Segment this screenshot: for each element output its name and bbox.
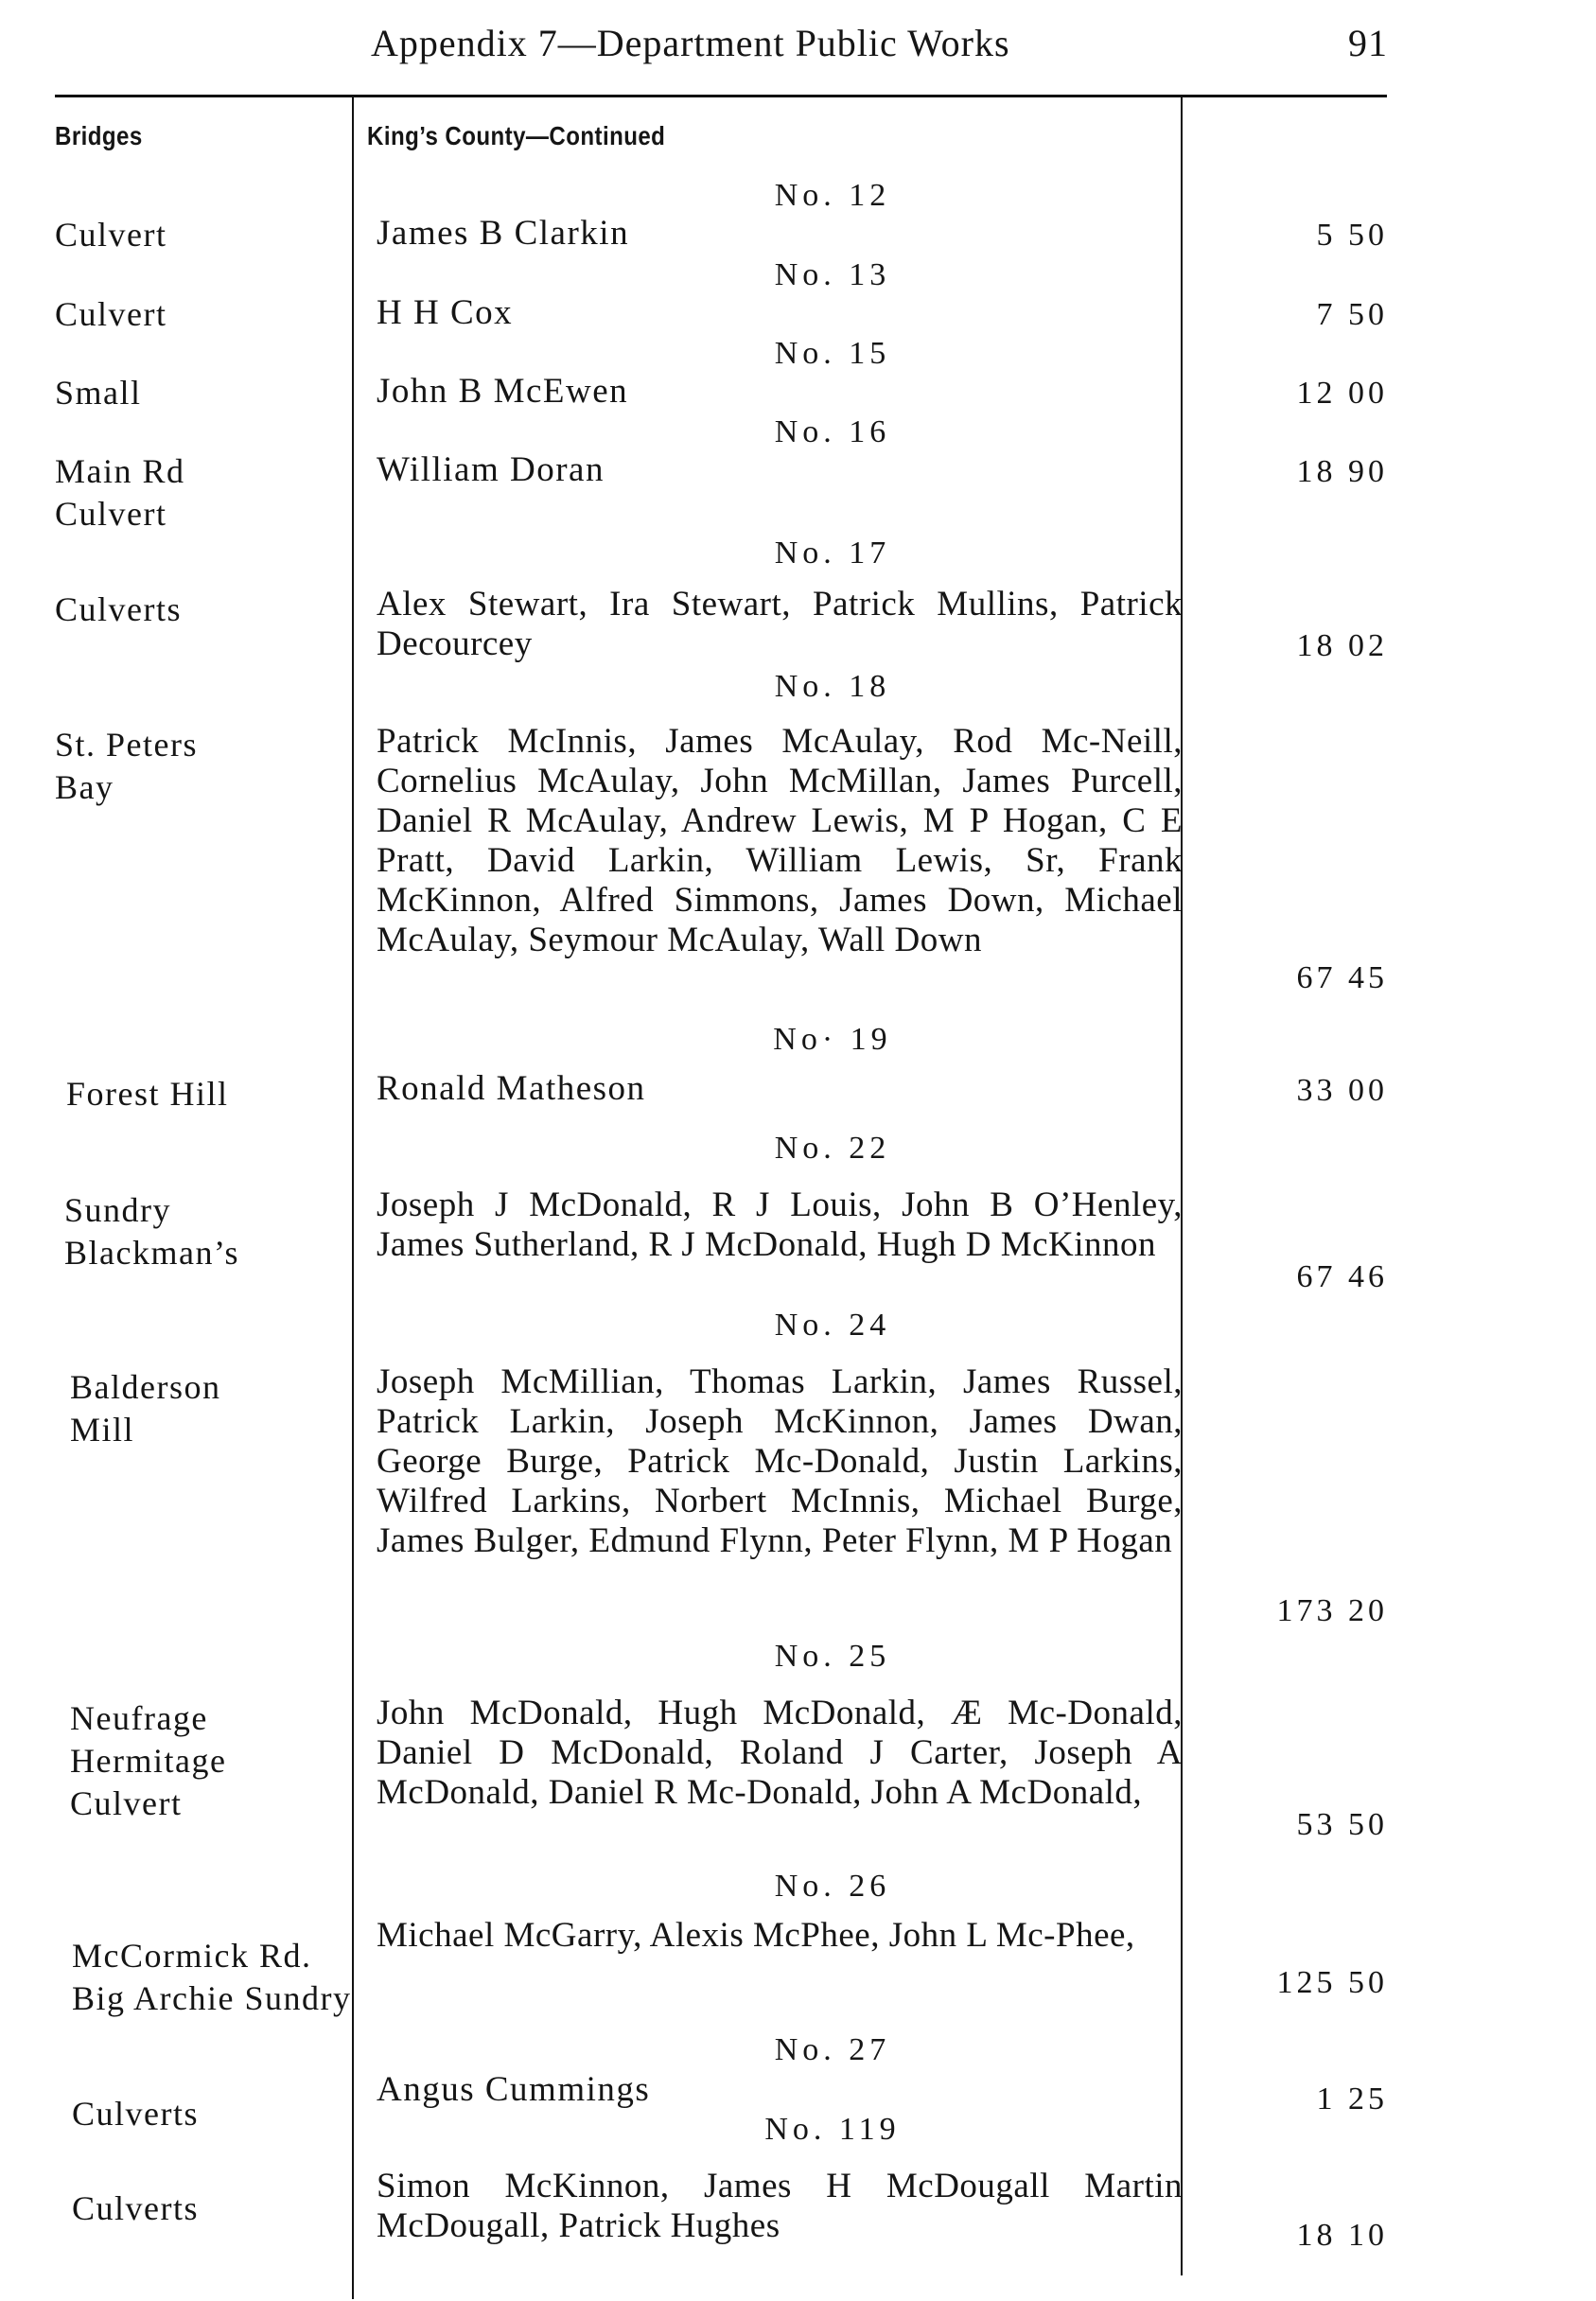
names: Patrick McInnis, James McAulay, Rod Mc-Neill, Cornelius McAulay, John McMillan, James Purcell, Daniel R McAulay, Andrew Lewis, M P Hogan, C E Pratt, David Larkin, William Lewis, Sr, Frank McKinnon, Alfred Simmons, James Down, Michael McAulay, Seymour McAulay, Wall Down (377, 722, 1183, 959)
bridge-label: McCormick Rd. Big Archie Sundry (72, 1937, 352, 2017)
names: H H Cox (377, 293, 514, 332)
names: James B Clarkin (377, 214, 630, 253)
names: Ronald Matheson (377, 1069, 646, 1108)
section-number: No. 24 (774, 1308, 891, 1343)
bridge-label: Small (55, 374, 142, 412)
names: Angus Cummings (377, 2070, 651, 2109)
section-number: No. 15 (774, 336, 891, 371)
amount: 1 25 (1316, 2081, 1388, 2117)
page-number: 91 (1348, 22, 1388, 64)
names: John B McEwen (377, 372, 629, 411)
bridge-label: Neufrage Hermitage Culvert (70, 1699, 227, 1822)
names: Michael McGarry, Alexis McPhee, John L Mc-Phee, (377, 1916, 1135, 1955)
amount: 18 90 (1296, 454, 1388, 489)
section-number: No. 13 (774, 257, 891, 292)
bridge-label: Balderson Mill (70, 1368, 221, 1449)
amount: 67 46 (1296, 1259, 1388, 1294)
section-number: No. 18 (774, 669, 891, 704)
names: John McDonald, Hugh McDonald, Æ Mc-Donald, Daniel D McDonald, Roland J Carter, Joseph A McDonald, Daniel R Mc-Donald, John A McDonald, (377, 1694, 1183, 1812)
amount: 5 50 (1316, 218, 1388, 253)
amount: 33 00 (1296, 1073, 1388, 1108)
amount: 67 45 (1296, 960, 1388, 995)
section-number: No. 22 (774, 1131, 891, 1166)
section-number: No. 26 (774, 1869, 891, 1904)
names: Simon McKinnon, James H McDougall Martin McDougall, Patrick Hughes (377, 2167, 1183, 2245)
amount: 173 20 (1276, 1593, 1388, 1628)
amount: 12 00 (1296, 376, 1388, 411)
bridges-column-header: Bridges (55, 121, 143, 150)
amount: 18 02 (1296, 628, 1388, 663)
bridge-label: Main Rd Culvert (55, 452, 185, 533)
section-number: No. 12 (774, 178, 891, 213)
header-rule (55, 95, 1387, 97)
bridge-label: Culverts (72, 2095, 199, 2133)
names: Alex Stewart, Ira Stewart, Patrick Mullins, Patrick Decourcey (377, 585, 1183, 663)
bridge-label: Sundry Blackman’s (64, 1191, 239, 1272)
section-number: No. 17 (774, 536, 891, 571)
bridge-label: Culvert (55, 295, 167, 333)
bridge-label: St. Peters Bay (55, 726, 199, 806)
amount: 125 50 (1276, 1965, 1388, 2000)
names: William Doran (377, 450, 605, 489)
bridge-label: Culverts (72, 2189, 199, 2227)
bridge-label: Culverts (55, 590, 182, 628)
amount: 7 50 (1316, 297, 1388, 332)
names: Joseph McMillian, Thomas Larkin, James Russel, Patrick Larkin, Joseph McKinnon, James Dwan, George Burge, Patrick Mc-Donald, Justin Larkins, Wilfred Larkins, Norbert McInnis, Michael Burge, James Bulger, Edmund Flynn, Peter Flynn, M P Hogan (377, 1362, 1183, 1560)
amount: 18 10 (1296, 2218, 1388, 2253)
section-number: No· 19 (773, 1022, 892, 1057)
amount: 53 50 (1296, 1807, 1388, 1842)
page-title: Appendix 7—Department Public Works (371, 22, 1010, 64)
names: Joseph J McDonald, R J Louis, John B O’Henley, James Sutherland, R J McDonald, Hugh D McKinnon (377, 1186, 1183, 1264)
bridge-label: Forest Hill (66, 1075, 229, 1113)
section-number: No. 27 (774, 2032, 891, 2067)
section-number: No. 16 (774, 414, 891, 449)
section-number: No. 25 (774, 1639, 891, 1674)
county-column-header: King’s County—Continued (367, 121, 666, 150)
section-number: No. 119 (764, 2112, 901, 2147)
bridge-label: Culvert (55, 216, 167, 254)
